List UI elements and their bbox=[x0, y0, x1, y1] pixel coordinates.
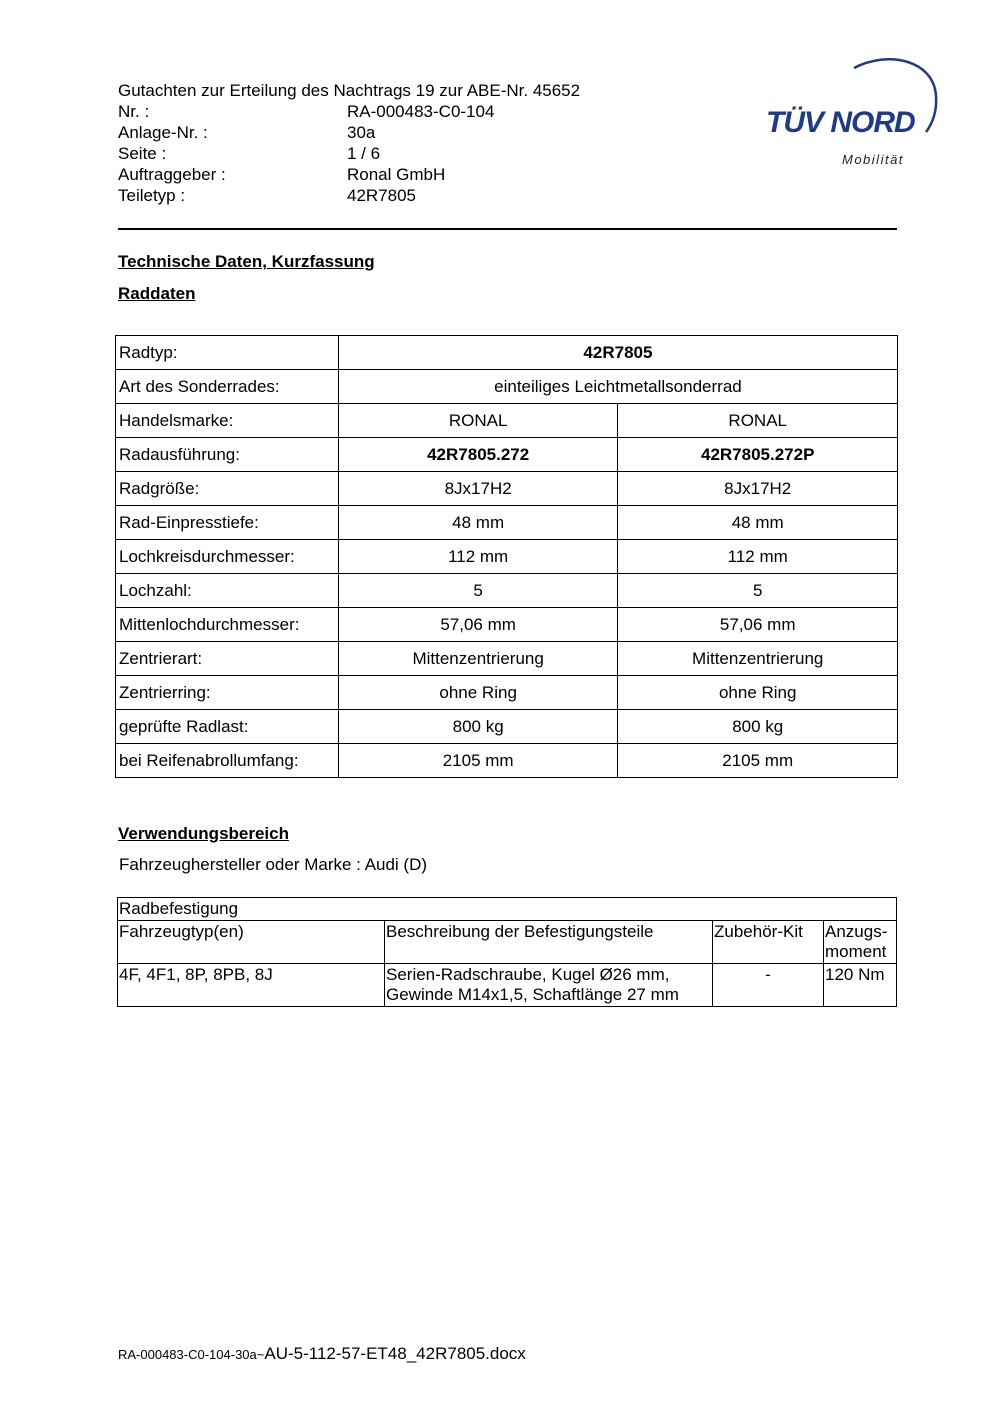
row-label: Zentrierring: bbox=[116, 676, 339, 710]
header-row-teiletyp bbox=[118, 185, 580, 206]
row-value: 57,06 mm bbox=[338, 608, 618, 642]
row-label: Lochkreisdurchmesser: bbox=[116, 540, 339, 574]
row-value: Mittenzentrierung bbox=[338, 642, 618, 676]
row-label: bei Reifenabrollumfang: bbox=[116, 744, 339, 778]
row-value: 800 kg bbox=[338, 710, 618, 744]
wheel-data-table bbox=[115, 335, 898, 778]
row-value: 48 mm bbox=[618, 506, 898, 540]
table-row bbox=[116, 710, 898, 744]
header-divider bbox=[118, 228, 897, 230]
row-value: 42R7805.272 bbox=[338, 438, 618, 472]
header-torque bbox=[824, 921, 897, 964]
table-row bbox=[116, 540, 898, 574]
row-value: Mittenzentrierung bbox=[618, 642, 898, 676]
header-key: Anlage-Nr. : bbox=[118, 123, 208, 142]
row-value: 112 mm bbox=[338, 540, 618, 574]
accessory-kit: - bbox=[713, 964, 824, 1007]
manufacturer-label: Fahrzeughersteller oder Marke : bbox=[119, 855, 361, 874]
table-header-row bbox=[118, 921, 897, 964]
table-row bbox=[116, 676, 898, 710]
header-key: Auftraggeber : bbox=[118, 165, 226, 184]
row-value: 57,06 mm bbox=[618, 608, 898, 642]
row-value: 2105 mm bbox=[338, 744, 618, 778]
report-title: Gutachten zur Erteilung des Nachtrags 19 zur ABE-Nr. 45652 bbox=[118, 81, 581, 100]
header-torque-line-1: Anzugs- bbox=[825, 922, 888, 941]
row-value: 42R7805 bbox=[338, 336, 897, 370]
row-value: 800 kg bbox=[618, 710, 898, 744]
table-row bbox=[116, 438, 898, 472]
header-key: Nr. : bbox=[118, 102, 150, 121]
logo-subtitle: Mobilität bbox=[842, 152, 904, 167]
section-title-usage: Verwendungsbereich bbox=[118, 824, 289, 843]
header-description: Beschreibung der Befestigungsteile bbox=[385, 921, 713, 964]
row-value: 42R7805.272P bbox=[618, 438, 898, 472]
header-vehicle: Fahrzeugtyp(en) bbox=[118, 921, 385, 964]
fixing-description-line-1: Serien-Radschraube, Kugel Ø26 mm, bbox=[386, 965, 670, 984]
row-label: Art des Sonderrades: bbox=[116, 370, 339, 404]
header-value: Ronal GmbH bbox=[347, 165, 446, 184]
row-value: RONAL bbox=[618, 404, 898, 438]
header-value: 42R7805 bbox=[347, 186, 417, 205]
table-row bbox=[116, 506, 898, 540]
row-label: Radtyp: bbox=[116, 336, 339, 370]
fixing-description-line-2: Gewinde M14x1,5, Schaftlänge 27 mm bbox=[386, 985, 679, 1004]
header-torque-line-2: moment bbox=[825, 942, 887, 961]
row-label: Zentrierart: bbox=[116, 642, 339, 676]
torque-value: 120 Nm bbox=[824, 964, 897, 1007]
table-row bbox=[116, 608, 898, 642]
header-key: Teiletyp : bbox=[118, 186, 186, 205]
row-value: 8Jx17H2 bbox=[618, 472, 898, 506]
table-row bbox=[116, 472, 898, 506]
row-value: 48 mm bbox=[338, 506, 618, 540]
vehicle-types: 4F, 4F1, 8P, 8PB, 8J bbox=[118, 964, 385, 1007]
table-row bbox=[118, 964, 897, 1007]
table-row bbox=[116, 574, 898, 608]
wheel-fixing-table bbox=[117, 897, 897, 1007]
row-value: 5 bbox=[338, 574, 618, 608]
row-value: 5 bbox=[618, 574, 898, 608]
row-label: geprüfte Radlast: bbox=[116, 710, 339, 744]
fixing-description bbox=[385, 964, 713, 1007]
header-value: RA-000483-C0-104 bbox=[347, 102, 495, 121]
row-label: Radausführung: bbox=[116, 438, 339, 472]
row-value: 2105 mm bbox=[618, 744, 898, 778]
row-label: Mittenlochdurchmesser: bbox=[116, 608, 339, 642]
row-label: Rad-Einpresstiefe: bbox=[116, 506, 339, 540]
header-kit: Zubehör-Kit bbox=[713, 921, 824, 964]
row-value: ohne Ring bbox=[618, 676, 898, 710]
manufacturer-line bbox=[119, 855, 427, 875]
tuv-nord-logo bbox=[760, 56, 950, 176]
header-key: Seite : bbox=[118, 144, 167, 163]
header-value: 30a bbox=[347, 123, 376, 142]
row-value: 8Jx17H2 bbox=[338, 472, 618, 506]
table-row bbox=[116, 404, 898, 438]
row-value: einteiliges Leichtmetallsonderrad bbox=[338, 370, 897, 404]
logo-wordmark: TÜV NORD bbox=[766, 106, 915, 139]
row-value: RONAL bbox=[338, 404, 618, 438]
table-row bbox=[116, 336, 898, 370]
document-header bbox=[118, 80, 580, 206]
row-value: 112 mm bbox=[618, 540, 898, 574]
header-row-nr bbox=[118, 101, 580, 122]
section-title-technical: Technische Daten, Kurzfassung bbox=[118, 252, 375, 271]
header-row-anlage bbox=[118, 122, 580, 143]
document-footer bbox=[118, 1344, 526, 1364]
table-row bbox=[116, 370, 898, 404]
header-row-seite bbox=[118, 143, 580, 164]
header-value: 1 / 6 bbox=[347, 144, 381, 163]
row-value: ohne Ring bbox=[338, 676, 618, 710]
table-title: Radbefestigung bbox=[118, 898, 897, 921]
table-row bbox=[116, 642, 898, 676]
row-label: Lochzahl: bbox=[116, 574, 339, 608]
manufacturer-value: Audi (D) bbox=[364, 855, 428, 874]
footer-prefix: RA-000483-C0-104-30a~ bbox=[118, 1347, 265, 1362]
table-row bbox=[116, 744, 898, 778]
row-label: Radgröße: bbox=[116, 472, 339, 506]
table-title-row bbox=[118, 898, 897, 921]
section-title-wheel-data: Raddaten bbox=[118, 284, 196, 303]
header-row-auftraggeber bbox=[118, 164, 580, 185]
row-label: Handelsmarke: bbox=[116, 404, 339, 438]
footer-filename: AU-5-112-57-ET48_42R7805.docx bbox=[264, 1344, 526, 1363]
